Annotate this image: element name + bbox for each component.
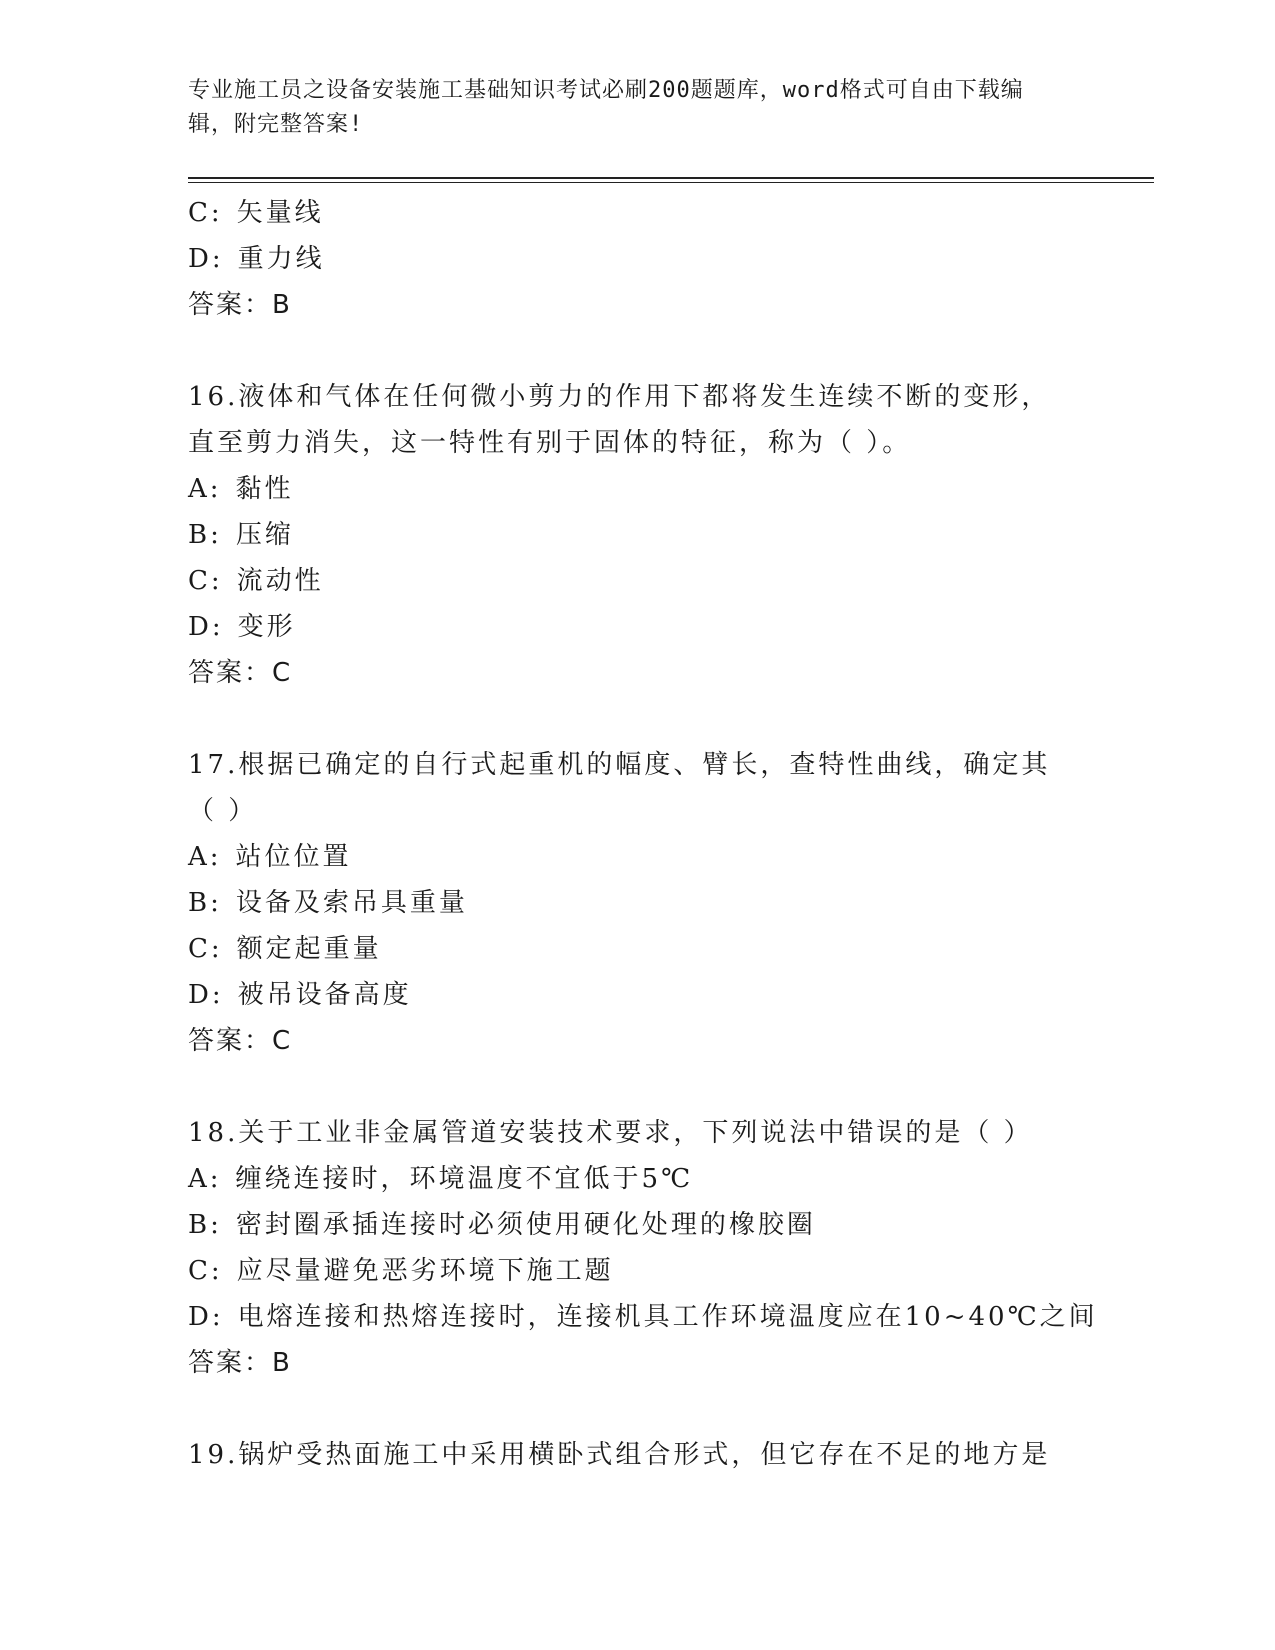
document-header [188, 74, 1068, 142]
option-a: A: 缠绕连接时，环境温度不宜低于5℃ [188, 1164, 694, 1194]
option-b: B: 压缩 [188, 520, 294, 550]
answer: 答案：B [188, 1348, 292, 1378]
option-a: A: 站位位置 [188, 842, 352, 872]
option-b: B: 设备及索吊具重量 [188, 888, 468, 918]
option-c: C: 额定起重量 [188, 934, 382, 964]
option-d: D: 被吊设备高度 [188, 980, 412, 1010]
document-title: 专业施工员之设备安装施工基础知识考试必刷200题题库，word格式可自由下载编辑，附完整答案! [188, 78, 1024, 137]
answer: 答案：C [188, 658, 293, 688]
question-text: 17.根据已确定的自行式起重机的幅度、臂长，查特性曲线，确定其（ ） [188, 750, 1051, 826]
option-c: C: 矢量线 [188, 198, 324, 228]
header-rule-thin [188, 182, 1154, 183]
question-text: 19.锅炉受热面施工中采用横卧式组合形式，但它存在不足的地方是 [188, 1440, 1051, 1470]
option-b: B: 密封圈承插连接时必须使用硬化处理的橡胶圈 [188, 1210, 816, 1240]
question-16 [188, 374, 1078, 696]
question-text: 18.关于工业非金属管道安装技术要求，下列说法中错误的是（ ） [188, 1118, 1033, 1148]
option-c: C: 应尽量避免恶劣环境下施工题 [188, 1256, 614, 1286]
question-list [188, 190, 1098, 1478]
option-c: C: 流动性 [188, 566, 324, 596]
question-18 [188, 1110, 1098, 1386]
option-a: A: 黏性 [188, 474, 294, 504]
answer: 答案：C [188, 1026, 293, 1056]
option-d: D: 电熔连接和热熔连接时，连接机具工作环境温度应在10~40℃之间 [188, 1302, 1098, 1332]
question-text: 16.液体和气体在任何微小剪力的作用下都将发生连续不断的变形，直至剪力消失，这一特性有别于固体的特征，称为（ ）。 [188, 382, 1051, 458]
answer: 答案：B [188, 290, 292, 320]
question-17 [188, 742, 1078, 1064]
option-d: D: 重力线 [188, 244, 325, 274]
header-rule-thick [188, 177, 1154, 179]
option-d: D: 变形 [188, 612, 296, 642]
question-19 [188, 1432, 1078, 1478]
question-15-continuation [188, 190, 1078, 328]
